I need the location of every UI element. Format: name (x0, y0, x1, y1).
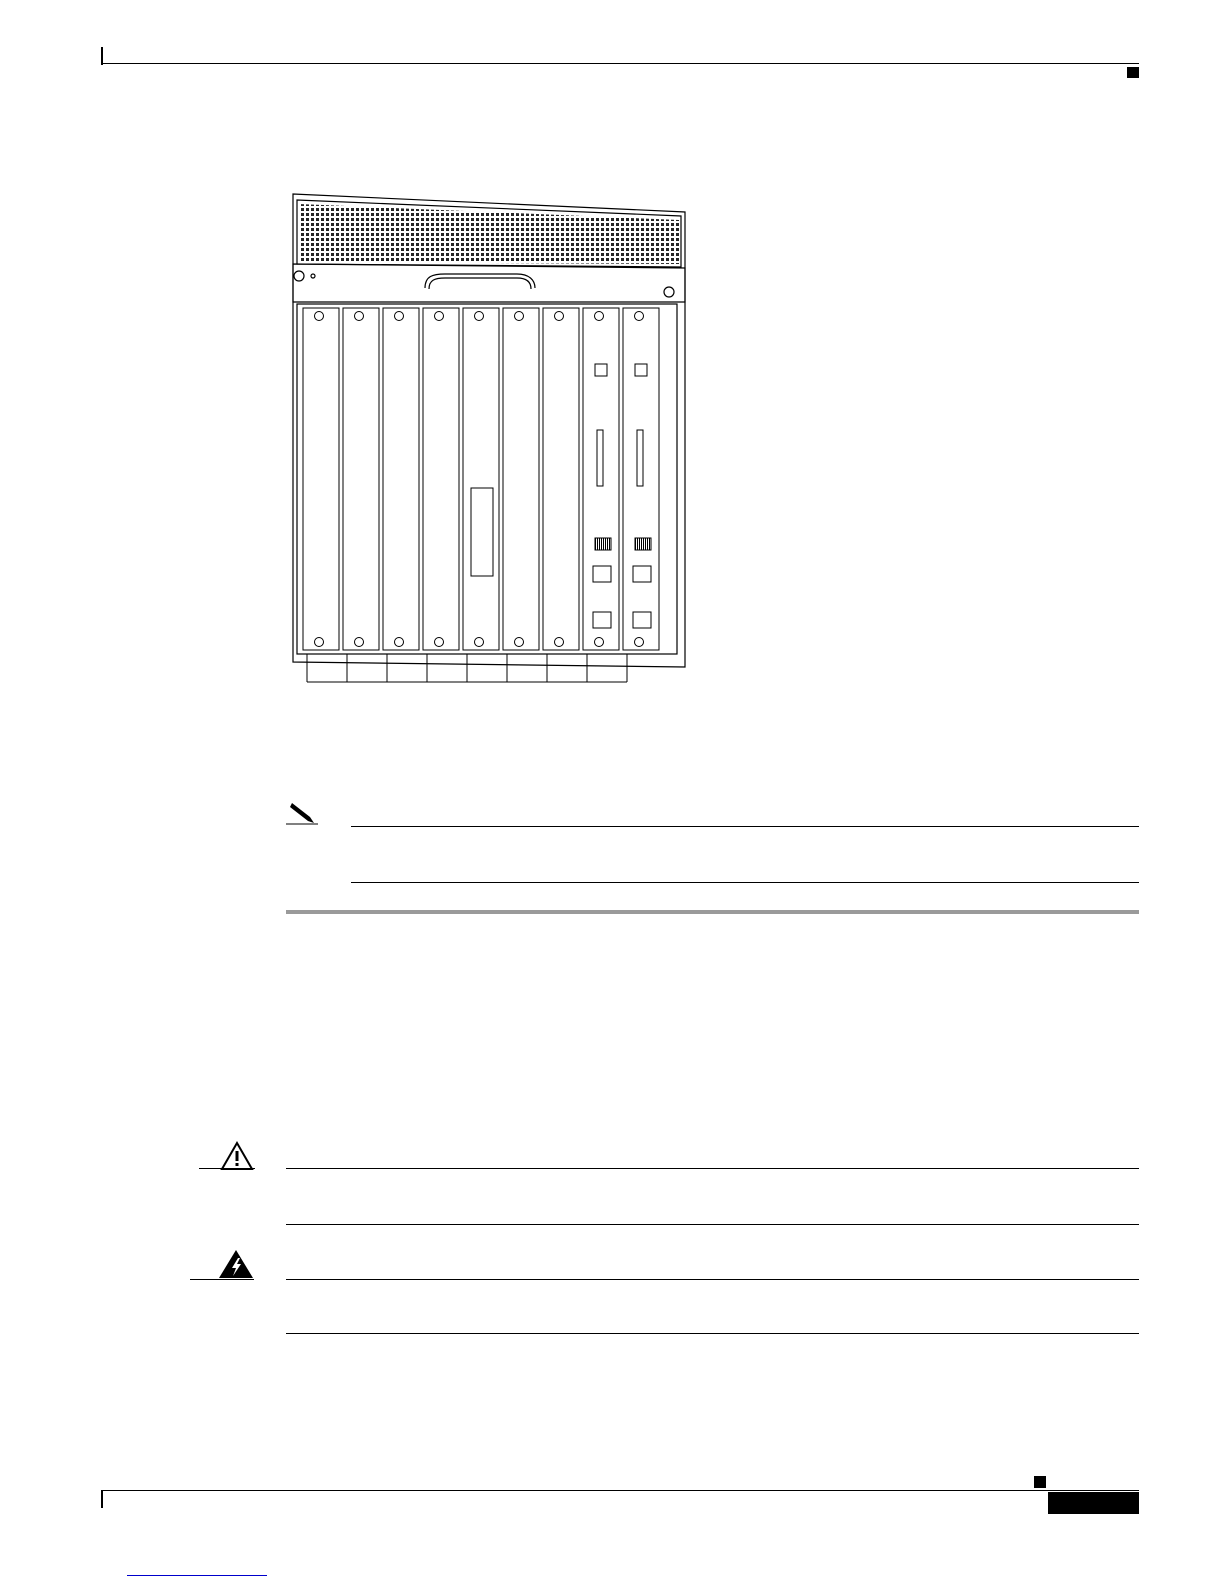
footer-corner-marker (1034, 1476, 1046, 1488)
footer-rule (101, 1490, 1139, 1491)
warning-underline (190, 1279, 254, 1280)
flash-slot-icon (597, 430, 603, 486)
uplink-port-icon (593, 566, 611, 582)
captive-screw-icon (315, 638, 324, 647)
captive-screw-icon (475, 312, 484, 321)
console-port-icon (635, 364, 647, 376)
flash-slot-icon (637, 430, 643, 486)
captive-screw-icon (515, 312, 524, 321)
note-top-rule (351, 826, 1139, 827)
captive-screw-icon (355, 638, 364, 647)
captive-screw-icon (395, 638, 404, 647)
console-port-icon (595, 364, 607, 376)
captive-screw-icon (595, 638, 604, 647)
captive-screw-icon (355, 312, 364, 321)
captive-screw-icon (395, 312, 404, 321)
chassis-slot-card (463, 308, 499, 650)
captive-screw-icon (315, 312, 324, 321)
barcode-label-icon (595, 538, 611, 550)
chassis-slot-card (583, 308, 619, 650)
caution-bottom-rule (286, 1224, 1139, 1225)
uplink-port-icon (593, 612, 611, 628)
captive-screw-icon (435, 638, 444, 647)
chassis-slot-card (343, 308, 379, 650)
uplink-port-icon (633, 566, 651, 582)
section-separator (286, 910, 1139, 914)
chassis-slot-card (423, 308, 459, 650)
captive-screw-icon (635, 312, 644, 321)
barcode-label-icon (635, 538, 651, 550)
lightning-warning-icon (218, 1249, 254, 1279)
display-window-icon (471, 488, 493, 576)
chassis-slot-card (543, 308, 579, 650)
chassis-slot-card (303, 308, 339, 650)
chassis-slot-card (503, 308, 539, 650)
captive-screw-icon (595, 312, 604, 321)
chassis-slot-card (383, 308, 419, 650)
caution-triangle-icon (220, 1141, 254, 1171)
page-number-tab (1048, 1492, 1139, 1514)
caution-underline (199, 1168, 255, 1169)
caution-top-rule (286, 1168, 1139, 1169)
feedback-link-underline[interactable] (127, 1575, 267, 1576)
header-corner-marker (1127, 67, 1139, 78)
chassis-front-illustration (285, 192, 695, 707)
captive-screw-icon (555, 638, 564, 647)
captive-screw-icon (635, 638, 644, 647)
captive-screw-icon (475, 638, 484, 647)
header-rule (101, 63, 1139, 64)
warning-top-rule (286, 1279, 1139, 1280)
warning-bottom-rule (286, 1333, 1139, 1334)
captive-screw-icon (515, 638, 524, 647)
captive-screw-icon (435, 312, 444, 321)
captive-screw-icon (555, 312, 564, 321)
footer-left-tick (101, 1490, 103, 1508)
chassis-slot-card (623, 308, 659, 650)
pencil-note-icon (286, 797, 320, 825)
note-bottom-rule (351, 882, 1139, 883)
uplink-port-icon (633, 612, 651, 628)
